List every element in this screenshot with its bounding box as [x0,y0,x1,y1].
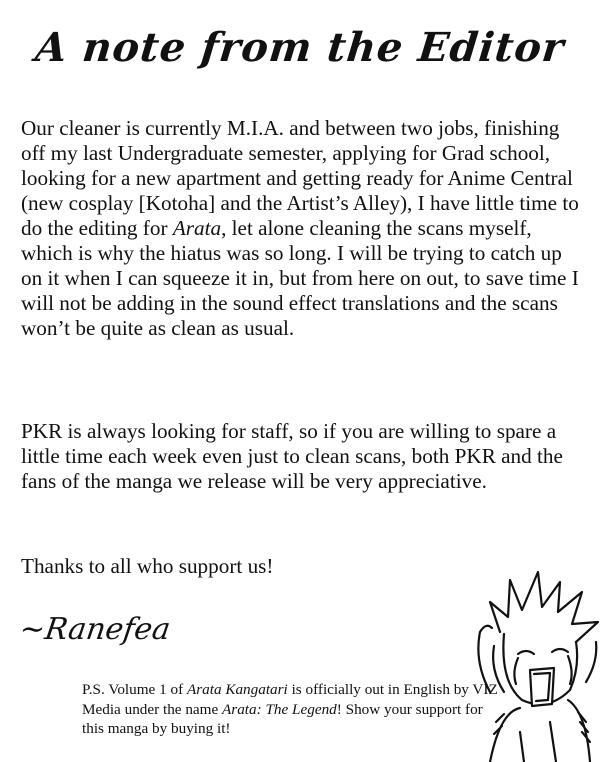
editor-note-paragraph-1 [21,116,583,341]
paragraph-1-text-a: Our cleaner is currently M.I.A. and between two jobs, finishing off my last Undergraduate semester, applying for Grad school, looking for a new apartment and getting ready for Anime Central (new cosplay [Kotoha] and the Artist’s Alley), I have little time to do the editing for [21,116,579,240]
paragraph-1-text-b: , let alone cleaning the scans myself, which is why the hiatus was so long. I will be trying to catch up on it when I can squeeze it in, but from here on out, to save time I will not be adding in the sound effect translations and the scans won’t be quite as clean as usual. [21,216,579,340]
postscript [82,680,502,739]
ps-english-title: Arata: The Legend [222,700,337,718]
page-title: A note from the Editor [33,24,567,71]
editor-note-paragraph-2: PKR is always looking for staff, so if you are willing to spare a little time each week even just to clean scans, both PKR and the fans of the manga we release will be very appreciative. [21,419,563,493]
ps-text-a: P.S. Volume 1 of [82,681,187,698]
crying-character-illustration-icon [460,562,600,762]
editor-note-paragraph-3: Thanks to all who support us! [21,554,274,578]
signature: ~Ranefea [17,612,173,647]
ps-manga-title: Arata Kangatari [186,681,288,698]
ps-text-c: ! Show your support for this manga by buying it! [82,700,483,737]
ps-text-b: is officially out in English by VIZ Media under the name [82,681,498,718]
arata-title: Arata [172,216,222,240]
